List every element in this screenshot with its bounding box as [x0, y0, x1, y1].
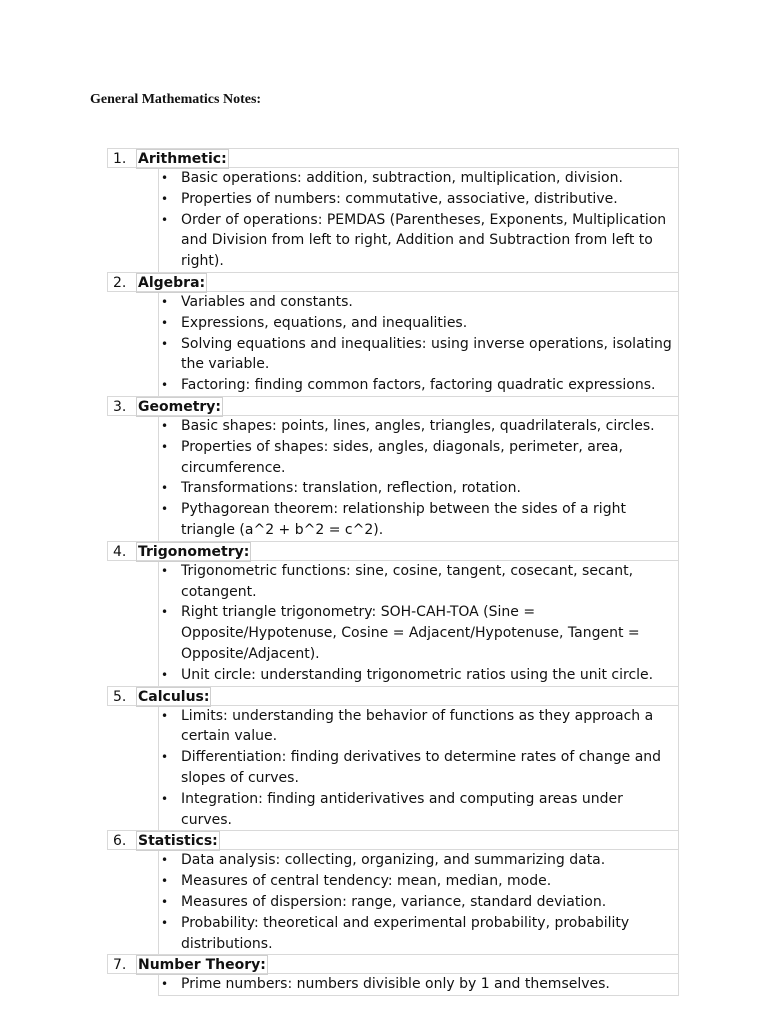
bullet-icon: •: [161, 894, 169, 909]
section-heading: Number Theory:: [138, 957, 266, 974]
bullet-list: [159, 974, 678, 995]
bullet-icon: •: [161, 315, 169, 330]
list-item-text: Limits: understanding the behavior of functions as they approach a certain value.: [181, 707, 654, 745]
bullet-icon: •: [161, 502, 169, 517]
page-title: General Mathematics Notes:: [90, 92, 262, 107]
bullet-icon: •: [161, 171, 169, 185]
bullet-icon: •: [161, 708, 169, 723]
list-item: [159, 416, 678, 437]
bullet-list-box: [158, 974, 679, 996]
list-item-text: Trigonometric functions: sine, cosine, tangent, cosecant, secant, cotangent.: [181, 562, 634, 600]
bullet-icon: •: [161, 418, 169, 433]
bullet-icon: •: [161, 378, 169, 393]
list-item: [159, 292, 678, 313]
section: [107, 148, 679, 273]
section: [107, 830, 679, 955]
bullet-icon: •: [161, 791, 169, 806]
bullet-icon: •: [161, 915, 169, 930]
list-item: [159, 561, 678, 603]
list-item-text: Solving equations and inequalities: using inverse operations, isolating the variable.: [181, 335, 672, 373]
bullet-icon: •: [161, 977, 169, 992]
list-item-text: Transformations: translation, reflection, rotation.: [181, 480, 521, 497]
bullet-icon: •: [161, 336, 169, 351]
section-heading-row: [107, 148, 679, 168]
list-item-text: Unit circle: understanding trigonometric ratios using the unit circle.: [181, 666, 654, 683]
bullet-list-box: [158, 292, 679, 397]
bullet-list: [159, 168, 678, 272]
section-heading: Algebra:: [138, 274, 206, 291]
section: [107, 396, 679, 542]
bullet-icon: •: [161, 212, 169, 227]
section: [107, 272, 679, 397]
list-item-text: Data analysis: collecting, organizing, and summarizing data.: [181, 852, 606, 869]
bullet-icon: •: [161, 853, 169, 868]
list-item-text: Properties of shapes: sides, angles, diagonals, perimeter, area, circumference.: [181, 438, 623, 476]
list-item-text: Pythagorean theorem: relationship between the sides of a right triangle (a^2 + b^2 = c^2).: [181, 501, 626, 538]
list-item: [159, 665, 678, 686]
bullet-list-box: [158, 416, 679, 542]
list-item: [159, 334, 678, 376]
list-item: [159, 499, 678, 541]
bullet-list: [159, 416, 678, 541]
section-heading-row: [107, 954, 679, 974]
list-item-text: Basic operations: addition, subtraction, multiplication, division.: [181, 170, 623, 186]
list-item: [159, 189, 678, 210]
bullet-list: [159, 561, 678, 686]
notes-outline: [107, 149, 679, 996]
list-item-text: Integration: finding antiderivatives and computing areas under curves.: [181, 790, 623, 828]
list-item-text: Factoring: finding common factors, factoring quadratic expressions.: [181, 377, 656, 394]
list-item-text: Basic shapes: points, lines, angles, triangles, quadrilaterals, circles.: [181, 417, 655, 434]
list-item: [159, 478, 678, 499]
bullet-list: [159, 292, 678, 396]
section-number: 5.: [113, 688, 127, 705]
bullet-icon: •: [161, 439, 169, 454]
section: [107, 954, 679, 996]
list-item-text: Measures of dispersion: range, variance, standard deviation.: [181, 893, 607, 910]
section: [107, 686, 679, 832]
list-item: [159, 437, 678, 479]
list-item: [159, 375, 678, 396]
bullet-icon: •: [161, 750, 169, 765]
section-heading: Statistics:: [138, 833, 218, 850]
list-item: [159, 210, 678, 272]
list-item-text: Probability: theoretical and experimental probability, probability distributions.: [181, 914, 630, 952]
list-item: [159, 850, 678, 871]
list-item: [159, 313, 678, 334]
section-heading-row: [107, 272, 679, 292]
section-number: 7.: [113, 957, 127, 974]
list-item-text: Differentiation: finding derivatives to determine rates of change and slopes of curves.: [181, 749, 662, 786]
list-item-text: Right triangle trigonometry: SOH-CAH-TOA (Sine = Opposite/Hypotenuse, Cosine = Adjacent/Hypotenuse, Tangent = Opposite/Adjacent).: [181, 604, 640, 662]
section-heading-row: [107, 541, 679, 561]
bullet-icon: •: [161, 563, 169, 578]
bullet-icon: •: [161, 667, 169, 682]
bullet-list: [159, 706, 678, 831]
list-item: [159, 892, 678, 913]
bullet-icon: •: [161, 605, 169, 620]
list-item-text: Measures of central tendency: mean, median, mode.: [181, 873, 552, 890]
bullet-list-box: [158, 706, 679, 832]
bullet-icon: •: [161, 874, 169, 889]
section: [107, 541, 679, 687]
list-item: [159, 974, 678, 995]
bullet-list-box: [158, 168, 679, 273]
list-item: [159, 789, 678, 831]
section-heading: Trigonometry:: [138, 543, 250, 560]
bullet-list-box: [158, 850, 679, 955]
list-item-text: Expressions, equations, and inequalities.: [181, 314, 468, 331]
bullet-icon: •: [161, 191, 169, 206]
section-heading-row: [107, 830, 679, 850]
section-number: 2.: [113, 274, 127, 291]
section-heading-row: [107, 396, 679, 416]
list-item: [159, 602, 678, 664]
section-heading: Arithmetic:: [138, 151, 227, 167]
bullet-icon: •: [161, 481, 169, 496]
list-item: [159, 747, 678, 789]
bullet-list-box: [158, 561, 679, 687]
section-number: 6.: [113, 833, 127, 850]
list-item-text: Variables and constants.: [181, 293, 353, 310]
list-item-text: Properties of numbers: commutative, associative, distributive.: [181, 190, 618, 207]
section-heading: Calculus:: [138, 688, 210, 705]
section-number: 3.: [113, 398, 127, 415]
section-heading-row: [107, 686, 679, 706]
list-item-text: Order of operations: PEMDAS (Parentheses, Exponents, Multiplication and Division from left to right, Addition and Subtraction from left to right).: [181, 211, 667, 270]
section-heading: Geometry:: [138, 398, 222, 415]
list-item: [159, 871, 678, 892]
list-item: [159, 913, 678, 955]
section-number: 1.: [113, 151, 127, 167]
list-item: [159, 168, 678, 189]
bullet-list: [159, 850, 678, 954]
list-item-text: Prime numbers: numbers divisible only by 1 and themselves.: [181, 976, 610, 993]
bullet-icon: •: [161, 294, 169, 309]
section-number: 4.: [113, 543, 127, 560]
list-item: [159, 706, 678, 748]
